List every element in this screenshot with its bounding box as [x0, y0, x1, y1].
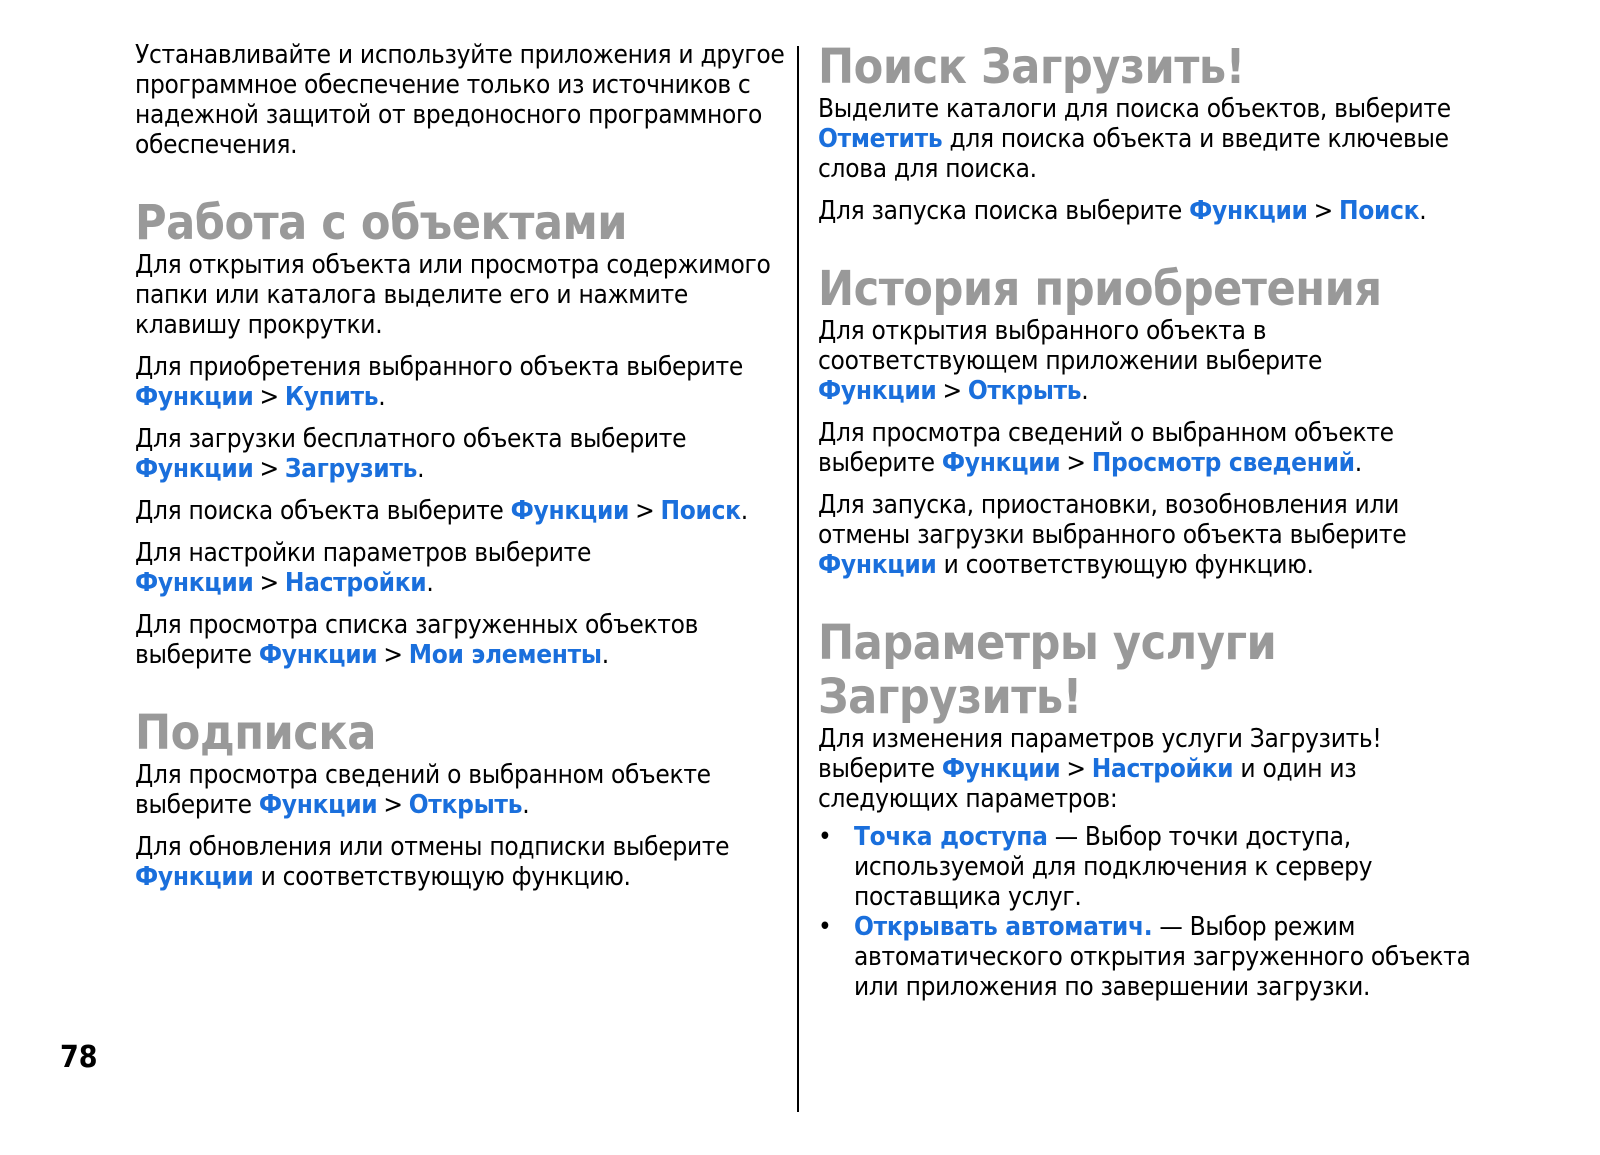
- paragraph-text: Для просмотра списка загруженных объектов выберите: [135, 610, 699, 670]
- paragraph-text: Для приобретения выбранного объекта выберите: [135, 352, 743, 382]
- period: .: [601, 640, 609, 670]
- link-mark[interactable]: Отметить: [818, 124, 943, 154]
- paragraph-mark-catalogs: [818, 94, 1488, 184]
- link-functions[interactable]: Функции: [510, 496, 630, 526]
- paragraph-text: Для изменения параметров услуги Загрузить! выберите: [818, 724, 1382, 784]
- paragraph-tail: и соответствующую функцию.: [260, 862, 631, 892]
- column-divider: [797, 46, 799, 1112]
- period: .: [1419, 196, 1427, 226]
- paragraph-text: Выделите каталоги для поиска объектов, выберите: [818, 94, 1451, 124]
- link-functions[interactable]: Функции: [135, 382, 254, 412]
- list-item: [818, 822, 1488, 912]
- page-number: 78: [60, 1040, 98, 1075]
- paragraph-download: [135, 424, 790, 484]
- separator: >: [635, 496, 655, 526]
- period: .: [378, 382, 386, 412]
- paragraph-search: [135, 496, 790, 526]
- paragraph-tail: и один из следующих параметров:: [818, 754, 1357, 814]
- link-functions[interactable]: Функции: [941, 448, 1061, 478]
- paragraph-settings: [135, 538, 790, 598]
- link-functions[interactable]: Функции: [1189, 196, 1308, 226]
- paragraph-tail: и соответствующую функцию.: [943, 550, 1314, 580]
- paragraph-buy: [135, 352, 790, 412]
- left-column: [135, 40, 790, 904]
- paragraph-text: Для поиска объекта выберите: [135, 496, 504, 526]
- section-heading-service-settings: [818, 616, 1488, 724]
- link-search[interactable]: Поиск: [660, 496, 741, 526]
- options-list: [818, 822, 1488, 1002]
- link-access-point[interactable]: Точка доступа: [854, 822, 1048, 852]
- paragraph-text: Для просмотра сведений о выбранном объекте выберите: [135, 760, 711, 820]
- paragraph-text: Для запуска поиска выберите: [818, 196, 1182, 226]
- paragraph-history-control: [818, 490, 1488, 580]
- paragraph-subscription-update: [135, 832, 790, 892]
- paragraph-text: Для обновления или отмены подписки выберите: [135, 832, 730, 862]
- link-settings[interactable]: Настройки: [1091, 754, 1234, 784]
- bullet: •: [818, 822, 832, 852]
- period: .: [417, 454, 425, 484]
- link-buy[interactable]: Купить: [284, 382, 379, 412]
- separator: >: [259, 382, 279, 412]
- link-search[interactable]: Поиск: [1338, 196, 1420, 226]
- separator: >: [259, 454, 279, 484]
- link-functions[interactable]: Функции: [941, 754, 1061, 784]
- period: .: [1081, 376, 1089, 406]
- bullet: •: [818, 912, 832, 942]
- paragraph-text: Для открытия выбранного объекта в соответствующем приложении выберите: [818, 316, 1323, 376]
- link-download[interactable]: Загрузить: [284, 454, 418, 484]
- link-settings[interactable]: Настройки: [284, 568, 427, 598]
- link-functions[interactable]: Функции: [135, 862, 254, 892]
- paragraph-history-details: [818, 418, 1488, 478]
- intro-paragraph: Устанавливайте и используйте приложения и другое программное обеспечение только из источников с надежной защитой от вредоносного программного обеспечения.: [135, 40, 785, 160]
- separator: >: [1313, 196, 1333, 226]
- paragraph-history-open: [818, 316, 1488, 406]
- period: .: [1354, 448, 1362, 478]
- link-my-items[interactable]: Мои элементы: [408, 640, 602, 670]
- heading-line: Загрузить!: [818, 669, 1082, 725]
- option-description: — Выбор режим автоматического открытия загруженного объекта или приложения по завершении загрузки.: [854, 912, 1471, 1002]
- section-heading-search: Поиск Загрузить!: [818, 39, 1245, 95]
- separator: >: [1066, 754, 1086, 784]
- list-item: [818, 912, 1488, 1002]
- paragraph-text: Для настройки параметров выберите: [135, 538, 592, 568]
- period: .: [426, 568, 434, 598]
- paragraph-text: Для просмотра сведений о выбранном объекте выберите: [818, 418, 1394, 478]
- paragraph-open-object: Для открытия объекта или просмотра содержимого папки или каталога выделите его и нажмите клавишу прокрутки.: [135, 250, 771, 340]
- link-functions[interactable]: Функции: [818, 550, 937, 580]
- option-description: — Выбор точки доступа, используемой для подключения к серверу поставщика услуг.: [854, 822, 1373, 912]
- period: .: [522, 790, 530, 820]
- paragraph-my-items: [135, 610, 790, 670]
- link-auto-open[interactable]: Открывать автоматич.: [854, 912, 1153, 942]
- right-column: [818, 40, 1488, 1002]
- paragraph-text: Для загрузки бесплатного объекта выберите: [135, 424, 687, 454]
- link-open[interactable]: Открыть: [967, 376, 1082, 406]
- link-open[interactable]: Открыть: [408, 790, 523, 820]
- paragraph-text: для поиска объекта и введите ключевые слова для поиска.: [818, 124, 1449, 184]
- separator: >: [942, 376, 962, 406]
- separator: >: [1066, 448, 1086, 478]
- link-functions[interactable]: Функции: [258, 790, 378, 820]
- paragraph-subscription-open: [135, 760, 790, 820]
- separator: >: [383, 640, 403, 670]
- section-heading-subscription: Подписка: [135, 705, 376, 761]
- separator: >: [259, 568, 279, 598]
- paragraph-text: Для запуска, приостановки, возобновления или отмены загрузки выбранного объекта выберите: [818, 490, 1407, 550]
- section-heading-objects: Работа с объектами: [135, 195, 628, 251]
- paragraph-service-settings: [818, 724, 1488, 814]
- separator: >: [383, 790, 403, 820]
- link-functions[interactable]: Функции: [135, 454, 254, 484]
- link-functions[interactable]: Функции: [135, 568, 254, 598]
- paragraph-start-search: [818, 196, 1488, 226]
- link-functions[interactable]: Функции: [818, 376, 937, 406]
- link-view-details[interactable]: Просмотр сведений: [1091, 448, 1355, 478]
- heading-line: Параметры услуги: [818, 615, 1277, 671]
- period: .: [740, 496, 748, 526]
- section-heading-purchase-history: История приобретения: [818, 261, 1382, 317]
- link-functions[interactable]: Функции: [258, 640, 378, 670]
